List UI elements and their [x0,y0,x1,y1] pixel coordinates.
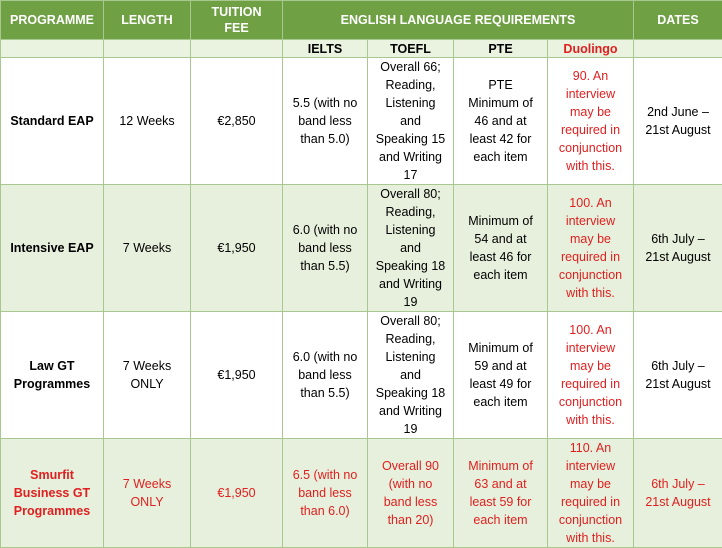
programme-cell: Smurfit Business GT Programmes [1,439,104,548]
duolingo-cell: 90. An interview may be required in conjunction with this. [548,58,634,185]
dates-cell: 6th July – 21st August [634,185,722,312]
subheader-toefl: TOEFL [368,40,454,58]
header-tuition-fee: TUITION FEE [191,1,283,40]
header-length: LENGTH [104,1,191,40]
pte-cell: Minimum of 63 and at least 59 for each item [454,439,548,548]
programme-cell: Intensive EAP [1,185,104,312]
pte-cell: PTE Minimum of 46 and at least 42 for each item [454,58,548,185]
length-cell: 7 Weeks [104,185,191,312]
length-cell: 7 Weeks ONLY [104,312,191,439]
subheader-duolingo: Duolingo [548,40,634,58]
table-row [1,439,722,548]
header-row [1,1,722,40]
table-row [1,312,722,439]
length-cell: 12 Weeks [104,58,191,185]
table-row [1,58,722,185]
ielts-cell: 6.0 (with no band less than 5.5) [283,185,368,312]
subheader-blank [191,40,283,58]
pte-cell: Minimum of 59 and at least 49 for each item [454,312,548,439]
ielts-cell: 5.5 (with no band less than 5.0) [283,58,368,185]
header-english-requirements: ENGLISH LANGUAGE REQUIREMENTS [283,1,634,40]
subheader-blank [104,40,191,58]
length-cell: 7 Weeks ONLY [104,439,191,548]
duolingo-cell: 100. An interview may be required in conjunction with this. [548,312,634,439]
pte-cell: Minimum of 54 and at least 46 for each item [454,185,548,312]
toefl-cell: Overall 80; Reading, Listening and Speaking 18 and Writing 19 [368,312,454,439]
duolingo-cell: 110. An interview may be required in conjunction with this. [548,439,634,548]
programme-cell: Standard EAP [1,58,104,185]
fee-cell: €1,950 [191,439,283,548]
subheader-blank [634,40,722,58]
fee-cell: €1,950 [191,185,283,312]
fee-cell: €1,950 [191,312,283,439]
dates-cell: 6th July – 21st August [634,312,722,439]
ielts-cell: 6.5 (with no band less than 6.0) [283,439,368,548]
subheader-row [1,40,722,58]
toefl-cell: Overall 90 (with no band less than 20) [368,439,454,548]
dates-cell: 2nd June – 21st August [634,58,722,185]
dates-cell: 6th July – 21st August [634,439,722,548]
toefl-cell: Overall 80; Reading, Listening and Speaking 18 and Writing 19 [368,185,454,312]
fee-cell: €2,850 [191,58,283,185]
subheader-ielts: IELTS [283,40,368,58]
subheader-blank [1,40,104,58]
header-programme: PROGRAMME [1,1,104,40]
header-dates: DATES [634,1,722,40]
subheader-pte: PTE [454,40,548,58]
table-row [1,185,722,312]
ielts-cell: 6.0 (with no band less than 5.5) [283,312,368,439]
toefl-cell: Overall 66; Reading, Listening and Speaking 15 and Writing 17 [368,58,454,185]
programme-cell: Law GT Programmes [1,312,104,439]
duolingo-cell: 100. An interview may be required in conjunction with this. [548,185,634,312]
